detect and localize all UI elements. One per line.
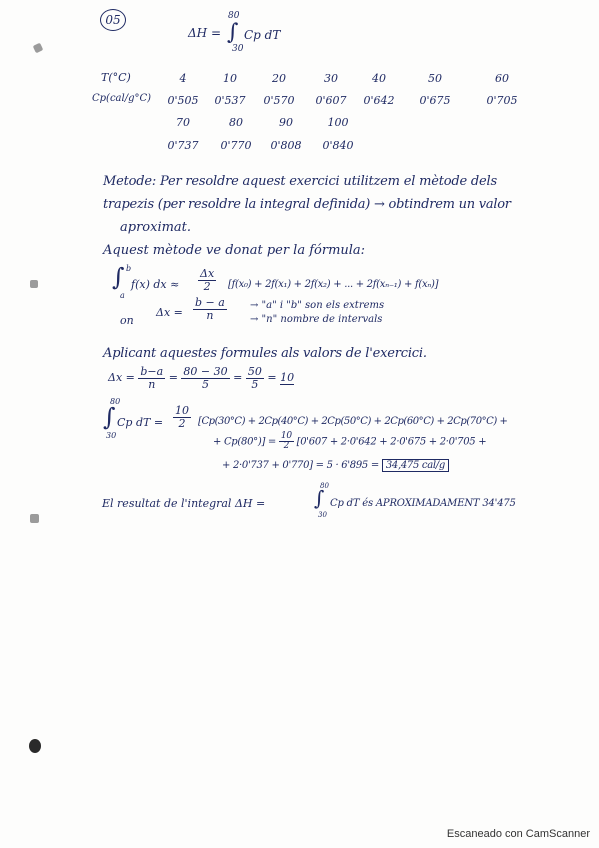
formula-dx-den: n — [206, 308, 214, 322]
formula-frac-num: Δx — [200, 267, 215, 280]
dx-f2-num: 80 − 30 — [183, 365, 228, 378]
application-heading: Aplicant aquestes formules als valors de l'exercici. — [103, 346, 427, 361]
calc-frac-den: 2 — [178, 416, 186, 430]
conclusion-integral-upper: 80 — [320, 482, 329, 490]
dx-f2-den: 5 — [202, 377, 210, 391]
table-cell: 0'537 — [214, 94, 246, 107]
table-cell: 0'705 — [486, 94, 518, 107]
main-formula — [188, 26, 221, 40]
method-line-3: aproximat. — [120, 220, 192, 235]
punch-hole-mark — [30, 280, 38, 288]
table-cell: 70 — [176, 116, 190, 129]
integral-sign: ∫ — [227, 20, 239, 45]
table-cell: 0'770 — [220, 139, 252, 152]
main-integral-upper: 80 — [228, 11, 240, 21]
calc-integral-lower: 30 — [106, 431, 117, 440]
method-line-1: Metode: Per resoldre aquest exercici utilitzem el mètode dels — [103, 174, 497, 189]
table-cell: 80 — [229, 116, 243, 129]
table-label-cp: Cp(cal/g°C) — [92, 93, 152, 104]
table-cell: 0'607 — [315, 94, 347, 107]
calc-expr-3 — [222, 460, 449, 471]
scanner-watermark: Escaneado con CamScanner — [446, 828, 590, 840]
table-cell: 0'642 — [363, 94, 395, 107]
formula-note-2: → "n" nombre de intervals — [250, 314, 383, 325]
main-integral-lower: 30 — [232, 44, 244, 54]
formula-lhs: f(x) dx ≈ — [131, 278, 180, 291]
formula-integral-sign: ∫ — [112, 263, 125, 291]
table-cell: 60 — [495, 72, 509, 85]
dx-f3-num: 50 — [247, 365, 262, 378]
boxed-result: 34,475 cal/g — [382, 459, 449, 472]
dx-f3-den: 5 — [251, 377, 259, 391]
table-cell: 100 — [327, 116, 349, 129]
conclusion-text-before: El resultat de l'integral ΔH = — [102, 497, 266, 510]
dx-eq2: = — [233, 371, 243, 385]
main-formula-lhs: ΔH = — [188, 26, 221, 40]
table-cell: 0'808 — [270, 139, 302, 152]
calc-frac2-num: 10 — [280, 431, 292, 441]
table-cell: 0'505 — [167, 94, 199, 107]
calc-expr-2a: + Cp(80°)] = — [213, 436, 276, 448]
punch-hole-mark — [30, 514, 39, 523]
calc-integral-upper: 80 — [110, 397, 121, 406]
formula-rhs: [f(x₀) + 2f(x₁) + 2f(x₂) + ... + 2f(xₙ₋₁) + f(xₙ)] — [228, 279, 439, 290]
calc-expr-3-text: + 2·0'737 + 0'770] = 5 · 6'895 = — [222, 460, 379, 471]
calc-lhs: Cp dT = — [117, 416, 164, 429]
dx-result: 10 — [280, 371, 295, 385]
calc-fraction — [173, 405, 191, 429]
table-label-temperature: T(°C) — [101, 71, 131, 84]
conclusion-integral-lower: 30 — [318, 511, 327, 519]
calc-expr-2b: [0'607 + 2·0'642 + 2·0'675 + 2·0'705 + — [296, 436, 487, 448]
formula-frac-den: 2 — [203, 279, 211, 293]
table-cell: 40 — [372, 72, 386, 85]
exercise-number: 05 — [100, 9, 126, 31]
main-integrand: Cp dT — [244, 28, 281, 42]
dx-lhs: Δx = — [108, 371, 135, 385]
formula-dx-lhs: Δx = — [156, 306, 183, 319]
dx-eq1: = — [168, 371, 178, 385]
table-cell: 20 — [272, 72, 286, 85]
calc-expr-1: [Cp(30°C) + 2Cp(40°C) + 2Cp(50°C) + 2Cp(60°C) + 2Cp(70°C) + — [198, 416, 508, 427]
table-cell: 0'675 — [419, 94, 451, 107]
punch-hole-mark — [29, 739, 41, 753]
table-cell: 4 — [179, 72, 187, 85]
dx-f1-num: b−a — [140, 365, 164, 378]
table-cell: 0'737 — [167, 139, 199, 152]
table-cell: 0'570 — [263, 94, 295, 107]
formula-note-1: → "a" i "b" son els extrems — [250, 300, 385, 311]
formula-on-label: on — [120, 314, 134, 327]
calc-expr-2 — [213, 432, 486, 452]
table-cell: 30 — [324, 72, 338, 85]
table-cell: 50 — [428, 72, 442, 85]
calc-frac2-den: 2 — [283, 441, 290, 452]
dx-f1-den: n — [148, 377, 156, 391]
table-cell: 90 — [279, 116, 293, 129]
calc-integral-sign: ∫ — [103, 403, 116, 431]
formula-integral-upper: b — [126, 264, 132, 273]
calc-frac-num: 10 — [175, 404, 189, 417]
method-line-4: Aquest mètode ve donat per la fórmula: — [103, 243, 366, 258]
table-cell: 0'840 — [322, 139, 354, 152]
dx-eq3: = — [267, 371, 277, 385]
formula-fraction — [198, 268, 216, 292]
method-line-2: trapezis (per resoldre la integral definida) → obtindrem un valor — [103, 197, 511, 212]
formula-dx-num: b − a — [195, 296, 225, 309]
formula-integral-lower: a — [120, 291, 125, 300]
punch-hole-mark — [33, 43, 44, 54]
application-dx-line — [108, 366, 294, 390]
conclusion-integral-sign: ∫ — [314, 486, 325, 510]
formula-dx-fraction — [193, 297, 227, 321]
conclusion-text-after: Cp dT és APROXIMADAMENT 34'475 — [330, 498, 516, 509]
table-cell: 10 — [223, 72, 237, 85]
